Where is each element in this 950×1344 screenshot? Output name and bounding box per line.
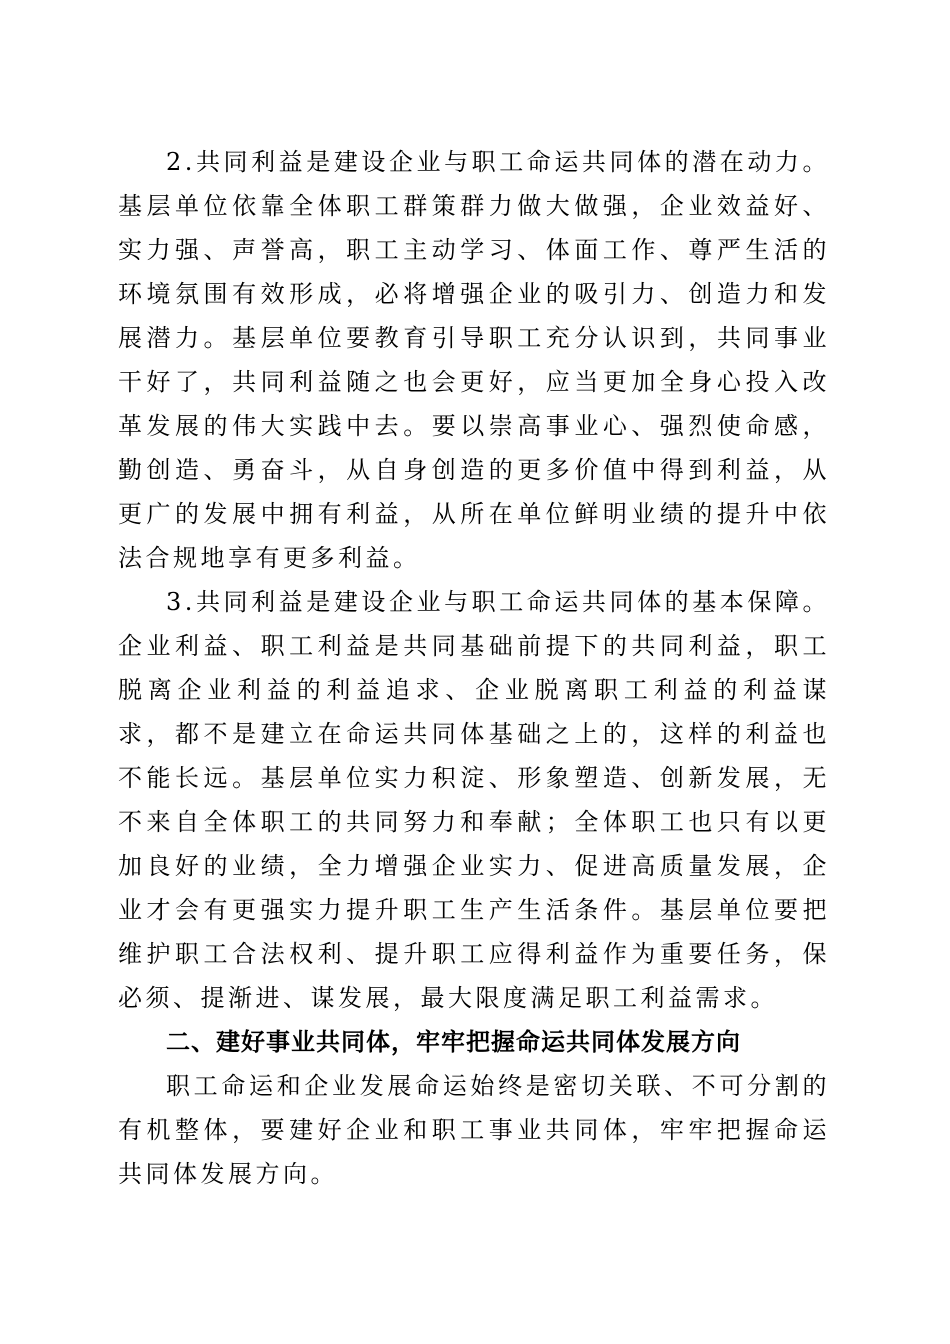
paragraph-common-interest-guarantee: 3.共同利益是建设企业与职工命运共同体的基本保障。企业利益、职工利益是共同基础前提下的共同利益，职工脱离企业利益的利益追求、企业脱离职工利益的利益谋求，都不是建立在命运共同体基础之上的，这样的利益也不能长远。基层单位实力积淀、形象塑造、创新发展，无不来自全体职工的共同努力和奉献；全体职工也只有以更加良好的业绩，全力增强企业实力、促进高质量发展，企业才会有更强实力提升职工生产生活条件。基层单位要把维护职工合法权利、提升职工应得利益作为重要任务，保必须、提渐进、谋发展，最大限度满足职工利益需求。	[118, 588, 830, 1012]
paragraph-career-community-intro: 职工命运和企业发展命运始终是密切关联、不可分割的有机整体，要建好企业和职工事业共同体，牢牢把握命运共同体发展方向。	[118, 1072, 830, 1188]
section-heading: 二、建好事业共同体，牢牢把握命运共同体发展方向	[166, 1028, 741, 1056]
paragraph-common-interest-motivation: 2.共同利益是建设企业与职工命运共同体的潜在动力。基层单位依靠全体职工群策群力做大做强，企业效益好、实力强、声誉高，职工主动学习、体面工作、尊严生活的环境氛围有效形成，必将增强企业的吸引力、创造力和发展潜力。基层单位要教育引导职工充分认识到，共同事业干好了，共同利益随之也会更好，应当更加全身心投入改革发展的伟大实践中去。要以崇高事业心、强烈使命感，勤创造、勇奋斗，从自身创造的更多价值中得到利益，从更广的发展中拥有利益，从所在单位鲜明业绩的提升中依法合规地享有更多利益。	[118, 148, 830, 572]
document-page	[118, 140, 830, 1196]
